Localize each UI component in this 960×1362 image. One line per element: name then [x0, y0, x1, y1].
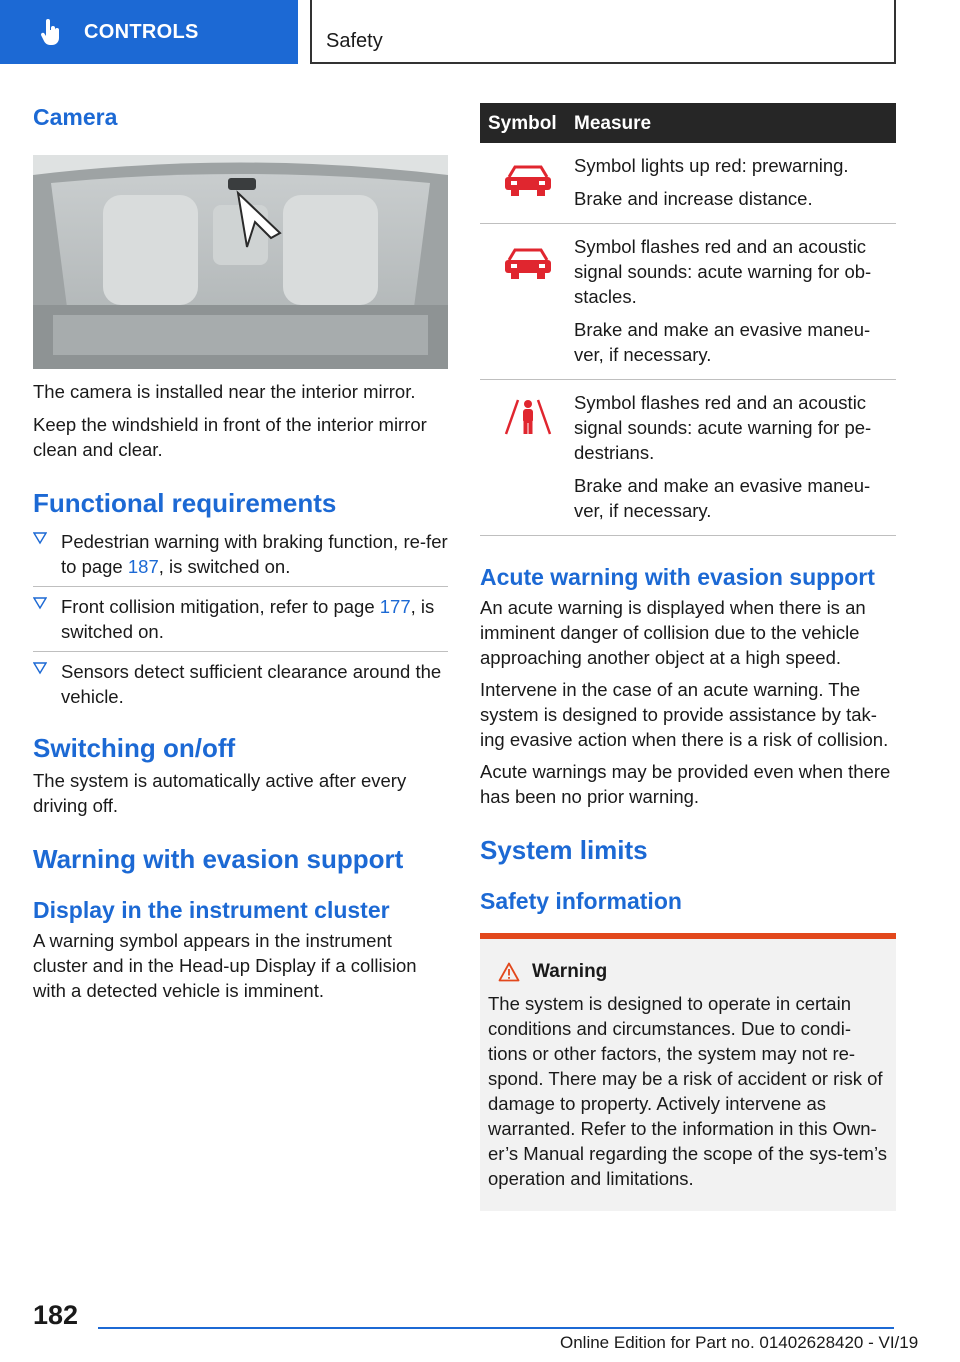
column-header-measure: Measure — [574, 113, 652, 134]
acute-paragraph-1: An acute warning is displayed when there is an imminent danger of collision due to the vehicle approaching another object at a high speed. — [480, 597, 866, 668]
safety-information-heading: Safety information — [480, 888, 682, 914]
right-column — [480, 103, 896, 1211]
list-item: Pedestrian warning with braking function, re-fer to page 187, is switched on. — [33, 529, 448, 579]
red-pedestrian-icon — [500, 394, 556, 438]
table-row — [480, 224, 896, 380]
measure-text: Brake and make an evasive maneu-ver, if necessary. — [574, 319, 871, 365]
warning-evasion-heading: Warning with evasion support — [33, 844, 404, 874]
acute-warning-heading: Acute warning with evasion support — [480, 564, 875, 590]
acute-paragraph-3: Acute warnings may be provided even when there has been no prior warning. — [480, 761, 891, 807]
camera-paragraph-1: The camera is installed near the interior mirror. — [33, 381, 416, 402]
triangle-bullet-icon — [33, 661, 47, 675]
switching-heading: Switching on/off — [33, 733, 236, 763]
hand-pointer-icon — [40, 19, 62, 45]
measure-text: Symbol flashes red and an acoustic signal sounds: acute warning for ob-stacles. — [574, 236, 872, 307]
triangle-bullet-icon — [33, 596, 47, 610]
warning-triangle-icon — [498, 962, 520, 982]
windshield-camera-photo — [33, 155, 448, 369]
measure-text: Symbol lights up red: prewarning. — [574, 155, 849, 176]
camera-heading: Camera — [33, 104, 118, 130]
divider — [33, 651, 448, 652]
footer-divider — [98, 1327, 894, 1329]
measure-text: Brake and increase distance. — [574, 188, 813, 209]
acute-paragraph-2: Intervene in the case of an acute warning. The system is designed to provide assistance by tak-ing evasive action when there is a risk of collision. — [480, 679, 889, 750]
left-column — [33, 100, 448, 1003]
camera-paragraph-2: Keep the windshield in front of the interior mirror clean and clear. — [33, 414, 427, 460]
page-number: 182 — [33, 1300, 79, 1330]
red-car-icon — [501, 246, 555, 280]
display-paragraph: A warning symbol appears in the instrument cluster and in the Head-up Display if a collision with a detected vehicle is imminent. — [33, 930, 417, 1001]
divider — [33, 586, 448, 587]
system-limits-heading: System limits — [480, 835, 648, 865]
warning-text: The system is designed to operate in certain conditions and circumstances. Due to condi-tions or other factors, the system may not re-spond. There may be a risk of accident or risk of damage to property. Actively intervene as warranted. Refer to the information in this Own-er’s Manual regarding the scope of the sys-tem’s operation and limitations. — [488, 993, 887, 1189]
triangle-bullet-icon — [33, 531, 47, 545]
display-heading: Display in the instrument cluster — [33, 897, 390, 923]
edition-text: Online Edition for Part no. 01402628420 - VI/19 — [560, 1333, 919, 1352]
section-tab — [0, 0, 298, 64]
list-item: Sensors detect sufficient clearance around the vehicle. — [33, 659, 448, 709]
chapter-title: Safety — [326, 30, 383, 52]
warning-title: Warning — [498, 961, 888, 983]
warning-box — [480, 933, 896, 1211]
red-car-icon — [501, 163, 555, 197]
table-header — [480, 103, 896, 143]
table-row — [480, 380, 896, 536]
functional-requirements-heading: Functional requirements — [33, 488, 337, 518]
section-title: CONTROLS — [84, 20, 199, 43]
measure-text: Brake and make an evasive maneu-ver, if necessary. — [574, 475, 871, 521]
table-row — [480, 143, 896, 224]
column-header-symbol: Symbol — [488, 113, 557, 134]
page-link-187[interactable]: 187 — [127, 556, 159, 577]
page-link-177[interactable]: 177 — [379, 596, 411, 617]
switching-paragraph: The system is automatically active after every driving off. — [33, 770, 407, 816]
measure-text: Symbol flashes red and an acoustic signal sounds: acute warning for pe-destrians. — [574, 392, 872, 463]
chapter-tab — [310, 0, 896, 64]
requirements-list — [33, 529, 448, 709]
list-item: Front collision mitigation, refer to page 177, is switched on. — [33, 594, 448, 644]
